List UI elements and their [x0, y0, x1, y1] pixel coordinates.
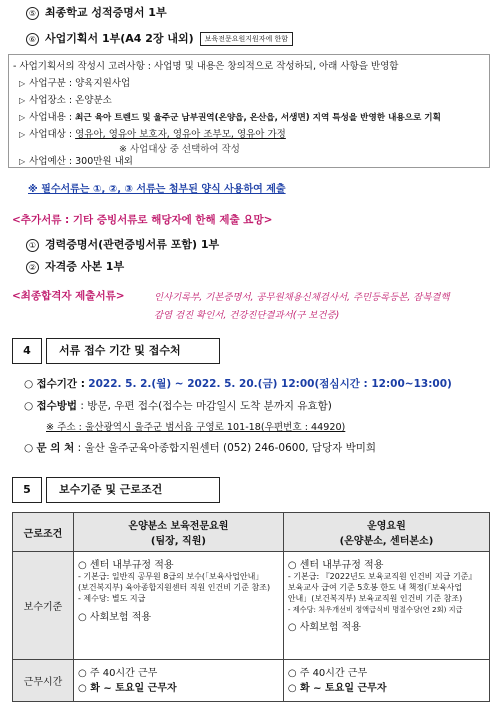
col-header-operator: 운영요원 (온양분소, 센터본소)	[283, 513, 489, 552]
applicant-tag: 보육전문요원지원자에 한함	[200, 32, 293, 46]
address-note: ※ 주소 : 울산광역시 울주군 범서읍 구영로 101-18(우편번호 : 44920)	[46, 422, 346, 433]
additional-item: ① 경력증명서(관련증빙서류 포함) 1부	[26, 236, 219, 252]
section4-number: 4	[12, 338, 42, 364]
plan-row: ▷ 사업대상 : 영유아, 영유아 보호자, 영유아 조부모, 영유아 가정	[19, 129, 286, 140]
item-text: 최종학교 성적증명서 1부	[45, 6, 167, 19]
plan-row: ▷ 사업구분 : 양육지원사업	[19, 78, 131, 89]
plan-target-note: ※ 사업대상 중 선택하여 작성	[119, 144, 240, 155]
col-header-specialist: 온양분소 보육전문요원 (팀장, 직원)	[74, 513, 284, 552]
final-line2: 감염 검진 확인서, 건강진단결과서(구 보건증)	[154, 310, 340, 321]
triangle-icon: ▷	[19, 79, 26, 88]
method-row: ○ 접수방법 : 방문, 우편 접수(접수는 마감일시 도착 분까지 유효함)	[24, 400, 332, 412]
plan-row: ▷ 사업예산 : 300만원 내외	[19, 156, 133, 167]
plan-row: ▷ 사업내용 : 최근 육아 트렌드 및 울주군 남부권역(온양읍, 온산읍, 서생면) 지역 특성을 반영한 내용으로 기획	[19, 112, 441, 123]
triangle-icon: ▷	[19, 130, 26, 139]
contact-row: ○ 문 의 처 : 울산 울주군육아종합지원센터 (052) 246-0600, 담당자 박미희	[24, 442, 376, 454]
row-label-hours: 근무시간	[13, 660, 74, 702]
bullet-icon: ○	[24, 442, 37, 454]
section5-title: 보수기준 및 근로조건	[46, 477, 220, 503]
circled-number: ⑥	[26, 33, 39, 46]
plan-box	[8, 54, 490, 168]
section5-number: 5	[12, 477, 42, 503]
circled-number: ②	[26, 261, 39, 274]
pay-specialist-cell: ○ 센터 내부규정 적용 - 기본급: 일반직 공무원 8급의 보수(「보육사업안내」 (보건복지부) 육아종합지원센터 직원 인건비 기준 참조) - 제수당: 별도 지급 ○ 사회보험 적용	[74, 552, 284, 660]
triangle-icon: ▷	[19, 113, 26, 122]
additional-title: <추가서류 : 기타 증빙서류로 해당자에 한해 제출 요망>	[12, 214, 273, 226]
additional-item: ② 자격증 사본 1부	[26, 258, 124, 274]
circled-number: ①	[26, 239, 39, 252]
item-text-size: (A4 2장 내외)	[120, 32, 194, 45]
bullet-icon: ○	[24, 378, 37, 390]
pay-conditions-table	[12, 512, 490, 702]
item-6	[26, 30, 293, 46]
pay-operator-cell: ○ 센터 내부규정 적용 - 기본급: 『2022년도 보육교직원 인건비 지급 기준』 보육교사 급여 기준 5호봉 한도 내 책정(「보육사업 안내」(보건복지부) 보육교직원 인건비 기준 참조) - 제수당: 처우개선비 정액급식비 명절수당(연 2회) 지급 ○ 사회보험 적용	[283, 552, 489, 660]
item-5	[26, 4, 167, 20]
triangle-icon: ▷	[19, 96, 26, 105]
hours-specialist-cell: ○ 주 40시간 근무 ○ 화 ~ 토요일 근무자	[74, 660, 284, 702]
bullet-icon: ○	[24, 400, 37, 412]
plan-intro: - 사업기획서의 작성시 고려사항 : 사업명 및 내용은 창의적으로 작성하되, 아래 사항을 반영함	[13, 61, 399, 72]
section4-title: 서류 접수 기간 및 접수처	[46, 338, 220, 364]
period-row: ○ 접수기간 : 2022. 5. 2.(월) ~ 2022. 5. 20.(금) 12:00(점심시간 : 12:00~13:00)	[24, 378, 452, 390]
final-line1: 인사기록부, 기본증명서, 공무원채용신체검사서, 주민등록등본, 잠복결핵	[154, 292, 450, 303]
plan-row: ▷ 사업장소 : 온양분소	[19, 95, 112, 106]
col-header-conditions: 근로조건	[13, 513, 74, 552]
circled-number: ⑤	[26, 7, 39, 20]
required-note: ※ 필수서류는 ①, ②, ③ 서류는 첨부된 양식 사용하여 제출	[28, 184, 286, 195]
hours-operator-cell: ○ 주 40시간 근무 ○ 화 ~ 토요일 근무자	[283, 660, 489, 702]
item-text: 사업기획서 1부	[45, 32, 121, 45]
triangle-icon: ▷	[19, 157, 26, 166]
final-title: <최종합격자 제출서류>	[12, 290, 125, 302]
row-label-pay: 보수기준	[13, 552, 74, 660]
